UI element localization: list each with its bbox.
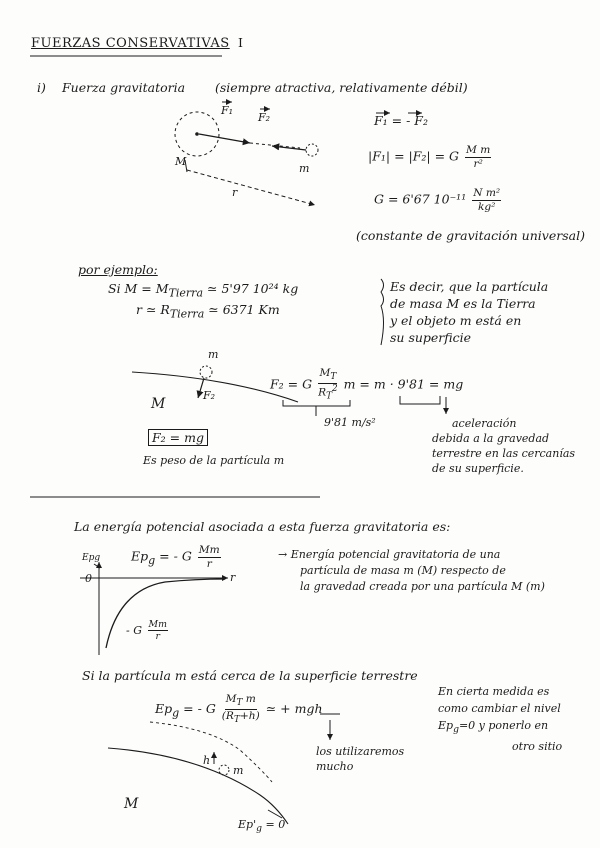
- example-line2: r ≃ $R_{Tierra}$ ≃ 6371 Km: [136, 302, 280, 321]
- diag3-ep-label: $Ep'_g = 0$: [238, 818, 286, 835]
- graph-origin-label: 0: [85, 572, 92, 585]
- boxed-weight-formula: F₂ = mg: [148, 430, 208, 445]
- graph-curve-label: - G $\frac{Mm}{r}$: [126, 619, 167, 643]
- potential-intro: La energía potencial asociada a esta fuerza gravitatoria es:: [74, 519, 451, 534]
- example-heading: por ejemplo:: [78, 262, 158, 277]
- eq-G: G = 6'67 10⁻¹¹ $\frac{\text{N m²}}{\text{kg²}}$: [374, 186, 501, 213]
- near-surface-equation: $Ep_g$ = - G $\frac{M_T m}{(R_T+h)}$ ≃ + mgh: [155, 692, 323, 726]
- force-F1-arrow: [199, 134, 250, 143]
- distance-r-arrow: [187, 170, 315, 205]
- near-surface-intro: Si la partícula m está cerca de la superficie terrestre: [82, 668, 418, 683]
- mass-m-circle: [306, 144, 318, 156]
- constant-note: (constante de gravitación universal): [356, 228, 585, 243]
- label-M: M: [175, 155, 187, 168]
- diag2-label-F2: F₂: [203, 389, 216, 402]
- side-brace: [381, 279, 384, 345]
- label-F2: F₂: [258, 111, 271, 124]
- reference-level-arc: [150, 722, 272, 782]
- diag2-label-M: M: [151, 396, 166, 412]
- example-line1: Si $M = M_{Tierra}$ ≃ 5'97 10²⁴ kg: [108, 281, 299, 300]
- diag3-label-h: h: [203, 754, 211, 767]
- graph-y-label: Epg: [82, 553, 101, 563]
- usage-note: los utilizaremos mucho: [316, 745, 405, 773]
- diag2-label-m: m: [208, 348, 219, 361]
- eq-vector: F₁ = - F₂: [374, 113, 428, 128]
- force-F2-arrow: [272, 146, 306, 150]
- title-numeral: I: [238, 35, 243, 50]
- acceleration-note: aceleración debida a la gravedad terrestre en las cercanías de su superficie.: [432, 417, 576, 475]
- gravity-value: 9'81 m/s²: [324, 416, 376, 429]
- surface-equation: F₂ = G $\frac{M_T}{R_T^2}$ m = m · 9'81 = mg: [270, 366, 464, 402]
- example-side-note: Es decir, que la partícula de masa M es la Tierra y el objeto m está en su superficie: [390, 279, 549, 345]
- section-note: (siempre atractiva, relativamente débil): [215, 80, 468, 95]
- potential-arrow-note: → Energía potencial gravitatoria de una partícula de masa m (M) respecto de la gravedad creada por una partícula M (m): [278, 548, 545, 593]
- potential-equation: $Ep_g$ = - G $\frac{Mm}{r}$: [131, 543, 220, 570]
- diag3-label-m: m: [233, 764, 244, 777]
- object-m-circle: [200, 366, 212, 378]
- level-side-note: En cierta medida es como cambiar el nivel $Ep_g=0$ y ponerlo en otro sitio: [438, 685, 563, 754]
- diag3-label-M: M: [124, 796, 139, 812]
- page-title: FUERZAS CONSERVATIVAS: [31, 36, 230, 51]
- eq-modulus: |F₁| = |F₂| = G $\frac{\text{M m}}{\text{r²}}$: [368, 143, 491, 170]
- section-number: i): [37, 80, 46, 95]
- graph-x-label: r: [230, 571, 236, 584]
- label-r: r: [232, 186, 238, 199]
- label-m: m: [299, 162, 310, 175]
- surface-arc-2: [108, 748, 288, 824]
- weight-caption: Es peso de la partícula m: [143, 454, 285, 467]
- section-heading: Fuerza gravitatoria: [62, 80, 186, 95]
- label-F1: F₁: [221, 104, 234, 117]
